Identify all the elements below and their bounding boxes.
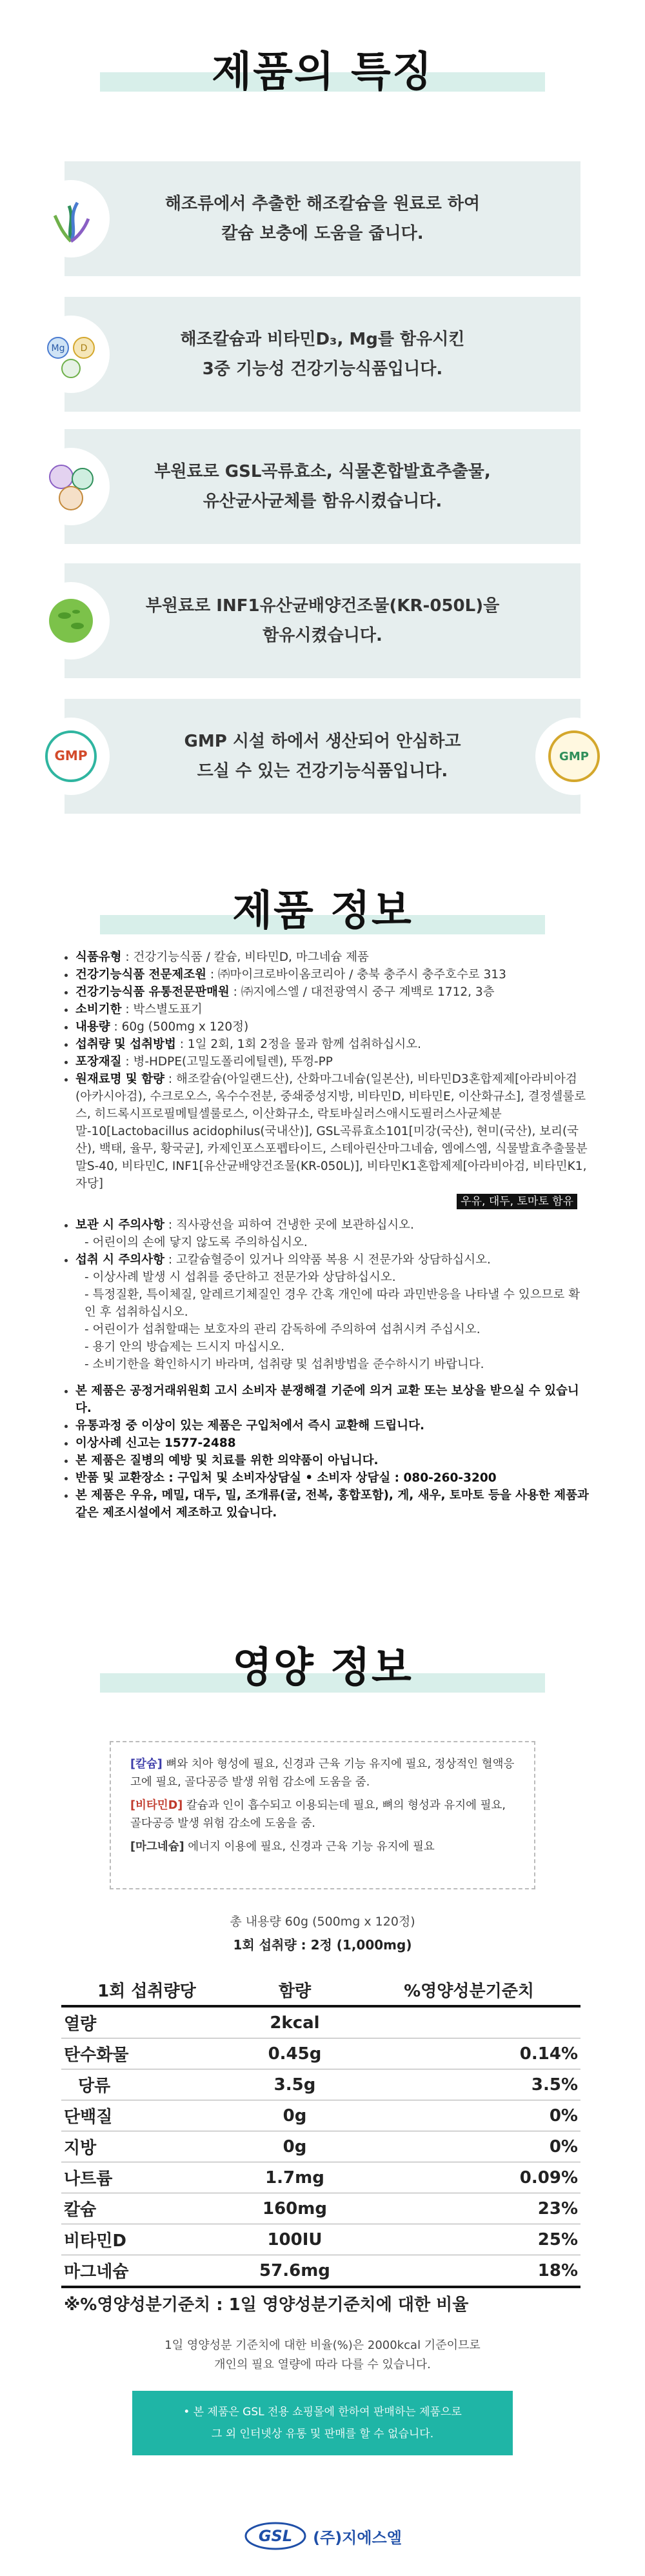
table-row: 비타민D 100IU 25% [61, 2224, 580, 2255]
info-item-ingredients: • 원재료명 및 함량 : 해조칼슘(아일랜드산), 산화마그네슘(일본산), 비타민D3혼합제제[아라비아검(아카시아검), 수크로오스, 옥수수전분, 중쇄중성지방, 비타민D, 비타민E, 이산화규소], 결정셀룰로스, 히드록시프로필메틸셀룰로스, 이산화규소, 락토바실러스애시도필러스사균체분말-10[Lactobacillus acidophilus(국내산)], GSL곡류효소101[미강(국산), 현미(국산), 보리(국산), 백태, 율무, 황국균], 카제인포스포펩타이드, 스테아린산마그네슘, 엠에스엠, 식물발효추출물분말S-40, 비타민C, INF1[유산균배양건조물(KR-050L)], 비타민K1혼합제제[아라비아검, 비타민K1, 자당] [75, 1071, 590, 1192]
header-percent: %영양성분기준치 [357, 1975, 580, 2006]
svg-text:GSL: GSL [258, 2527, 293, 2545]
section-title-nutrition: 영양 정보 [232, 1644, 413, 1692]
info-item: • 소비기한 : 박스별도표기 [75, 1001, 590, 1018]
table-footer-row: ※%영양성분기준치 : 1일 영양성분기준치에 대한 비율 [61, 2287, 580, 2319]
gmp-badge-left: GMP [54, 748, 88, 763]
caution-sub: - 용기 안의 방습제는 드시지 마십시오. [84, 1340, 285, 1354]
svg-text:Mg: Mg [51, 343, 65, 354]
serving-per: 1회 섭취량 : 2정 (1,000mg) [233, 1937, 412, 1953]
caution-intake: • 섭취 시 주의사항 : 고칼슘혈증이 있거나 의약품 복용 시 전문가와 상담하십시오. - 이상사례 발생 시 섭취를 중단하고 전문가와 상담하십시오. - 특정질환, 특이체질, 알레르기체질인 경우 간혹 개인에 따라 과민반응을 나타낼 수 있으므로 확인 후 섭취하십시오. - 어린이가 섭취할때는 보호자의 관리 감독하에 주의하여 섭취시켜 주십시오. - 용기 안의 방습제는 드시지 마십시오. - 소비기한을 확인하시기 바라며, 섭취량 및 섭취방법을 준수하시기 바랍니다. [75, 1251, 590, 1373]
product-info-list [61, 949, 590, 1522]
function-vitamin-d: [비타민D] 칼슘과 인이 흡수되고 이용되는데 필요, 뼈의 형성과 유지에 필요, 골다공증 발생 위험 감소에 도움을 줌. [130, 1799, 506, 1830]
table-row: 당류 3.5g 3.5% [61, 2069, 580, 2100]
feature-card-4 [64, 563, 580, 678]
notice-line-2: 그 외 인터넷상 유통 및 판매를 할 수 없습니다. [211, 2428, 434, 2440]
info-item: • 섭취량 및 섭취방법 : 1일 2회, 1회 2정을 물과 함께 섭취하십시오. [75, 1036, 590, 1053]
function-calcium: [칼슘] 뼈와 치아 형성에 필요, 신경과 근육 기능 유지에 필요, 정상적인 혈액응고에 필요, 골다공증 발생 위험 감소에 도움을 줌. [130, 1758, 515, 1789]
feature-card-2 [51, 297, 580, 412]
seaweed-icon [32, 180, 110, 257]
table-row: 열량 2kcal [61, 2006, 580, 2038]
note-item: • 이상사례 신고는 1577-2488 [75, 1434, 590, 1452]
serving-total: 총 내용량 60g (500mg x 120정) [230, 1915, 415, 1929]
gsl-logo-mark [243, 2520, 308, 2552]
caution-sub: - 이상사례 발생 시 섭취를 중단하고 전문가와 상담하십시오. [84, 1271, 396, 1284]
note-item: • 본 제품은 질병의 예방 및 치료를 위한 의약품이 아닙니다. [75, 1452, 590, 1469]
note-item: • 본 제품은 공정거래위원회 고시 소비자 분쟁해결 기준에 의거 교환 또는 보상을 받으실 수 있습니다. [75, 1382, 590, 1417]
function-magnesium: [마그네슘] 에너지 이용에 필요, 신경과 근육 기능 유지에 필요 [130, 1840, 435, 1853]
allergy-badge: 우유, 대두, 토마토 함유 [457, 1194, 577, 1209]
daily-note-line-1: 1일 영양성분 기준치에 대한 비율(%)은 2000kcal 기준이므로 [164, 2339, 481, 2352]
mineral-icon [32, 316, 110, 393]
header-amount: 함량 [232, 1975, 357, 2006]
feature-3-line-1: 부원료로 GSL곡류효소, 식물혼합발효추출물, [154, 462, 491, 481]
table-header-row [61, 1975, 580, 2006]
note-item: • 반품 및 교환장소 : 구입처 및 소비자상담실 • 소비자 상담실 : 080-260-3200 [75, 1469, 590, 1487]
feature-5-line-2: 드실 수 있는 건강기능식품입니다. [197, 761, 448, 781]
table-row: 마그네슘 57.6mg 18% [61, 2255, 580, 2288]
svg-text:D: D [80, 343, 88, 354]
info-item: • 건강기능식품 유통전문판매원 : ㈜지에스엘 / 대전광역시 중구 계백로 1712, 3층 [75, 983, 590, 1001]
caution-storage: • 보관 시 주의사항 : 직사광선을 피하여 건냉한 곳에 보관하십시오. - 어린이의 손에 닿지 않도록 주의하십시오. [75, 1216, 590, 1251]
info-item: • 식품유형 : 건강기능식품 / 칼슘, 비타민D, 마그네슘 제품 [75, 949, 590, 966]
section-title-features: 제품의 특징 [212, 48, 433, 96]
nutrition-table [61, 1975, 580, 2319]
table-row: 지방 0g 0% [61, 2131, 580, 2162]
caution-sub: - 특정질환, 특이체질, 알레르기체질인 경우 간혹 개인에 따라 과민반응을 나타낼 수 있으므로 확인 후 섭취하십시오. [84, 1288, 580, 1319]
table-row: 탄수화물 0.45g 0.14% [61, 2038, 580, 2069]
company-name: (주)지에스엘 [313, 2528, 402, 2547]
feature-4-line-1: 부원료로 INF1유산균배양건조물(KR-050L)을 [145, 596, 500, 616]
info-item: • 건강기능식품 전문제조원 : ㈜마이크로바이옴코리아 / 충북 충주시 충주호수로 313 [75, 966, 590, 983]
note-item: • 유통과정 중 이상이 있는 제품은 구입처에서 즉시 교환해 드립니다. [75, 1417, 590, 1434]
caution-sub: - 어린이가 섭취할때는 보호자의 관리 감독하에 주의하여 섭취시켜 주십시오. [84, 1323, 481, 1336]
feature-1-line-1: 해조류에서 추출한 해조칼슘을 원료로 하여 [164, 194, 481, 214]
note-item: • 본 제품은 우유, 메밀, 대두, 밀, 조개류(굴, 전복, 홍합포함), 게, 새우, 토마토 등을 사용한 제품과 같은 제조시설에서 제조하고 있습니다. [75, 1487, 590, 1522]
feature-2-line-2: 3중 기능성 건강기능식품입니다. [202, 359, 443, 379]
function-box [110, 1741, 535, 1889]
feature-4-line-2: 함유시켰습니다. [263, 626, 382, 645]
notice-line-1: • 본 제품은 GSL 전용 쇼핑몰에 한하여 판매하는 제품으로 [183, 2406, 462, 2419]
gmp-icon [32, 718, 110, 795]
feature-card-5 [54, 699, 589, 814]
info-item: • 포장재질 : 병-HDPE(고밀도폴리에틸렌), 뚜껑-PP [75, 1053, 590, 1071]
feature-1-line-2: 칼슘 보충에 도움을 줍니다. [221, 224, 424, 243]
feature-5-line-1: GMP 시설 하에서 생산되어 안심하고 [184, 732, 461, 751]
daily-note-line-2: 개인의 필요 열량에 따라 다를 수 있습니다. [214, 2358, 431, 2371]
table-row: 나트륨 1.7mg 0.09% [61, 2162, 580, 2193]
feature-card-1 [64, 161, 580, 276]
gmp-badge-icon [535, 718, 613, 795]
gmp-badge-right: GMP [559, 750, 589, 763]
feature-2-line-1: 해조칼슘과 비타민D₃, Mg를 함유시킨 [180, 330, 465, 349]
table-row: 단백질 0g 0% [61, 2100, 580, 2131]
gsl-logo [0, 2520, 645, 2552]
section-title-product-info: 제품 정보 [232, 887, 413, 935]
feature-3-line-2: 유산균사균체를 함유시켰습니다. [203, 492, 442, 511]
bacteria-icon [32, 448, 110, 525]
caution-sub: - 소비기한을 확인하시기 바라며, 섭취량 및 섭취방법을 준수하시기 바랍니다. [84, 1358, 484, 1371]
info-item: • 내용량 : 60g (500mg x 120정) [75, 1018, 590, 1036]
online-notice-banner [132, 2391, 513, 2455]
caution-sub: - 어린이의 손에 닿지 않도록 주의하십시오. [84, 1236, 308, 1249]
probiotic-icon [32, 582, 110, 659]
header-serving: 1회 섭취량당 [61, 1975, 232, 2006]
daily-value-note [0, 2336, 645, 2375]
feature-card-3 [64, 429, 580, 544]
table-row: 칼슘 160mg 23% [61, 2193, 580, 2224]
